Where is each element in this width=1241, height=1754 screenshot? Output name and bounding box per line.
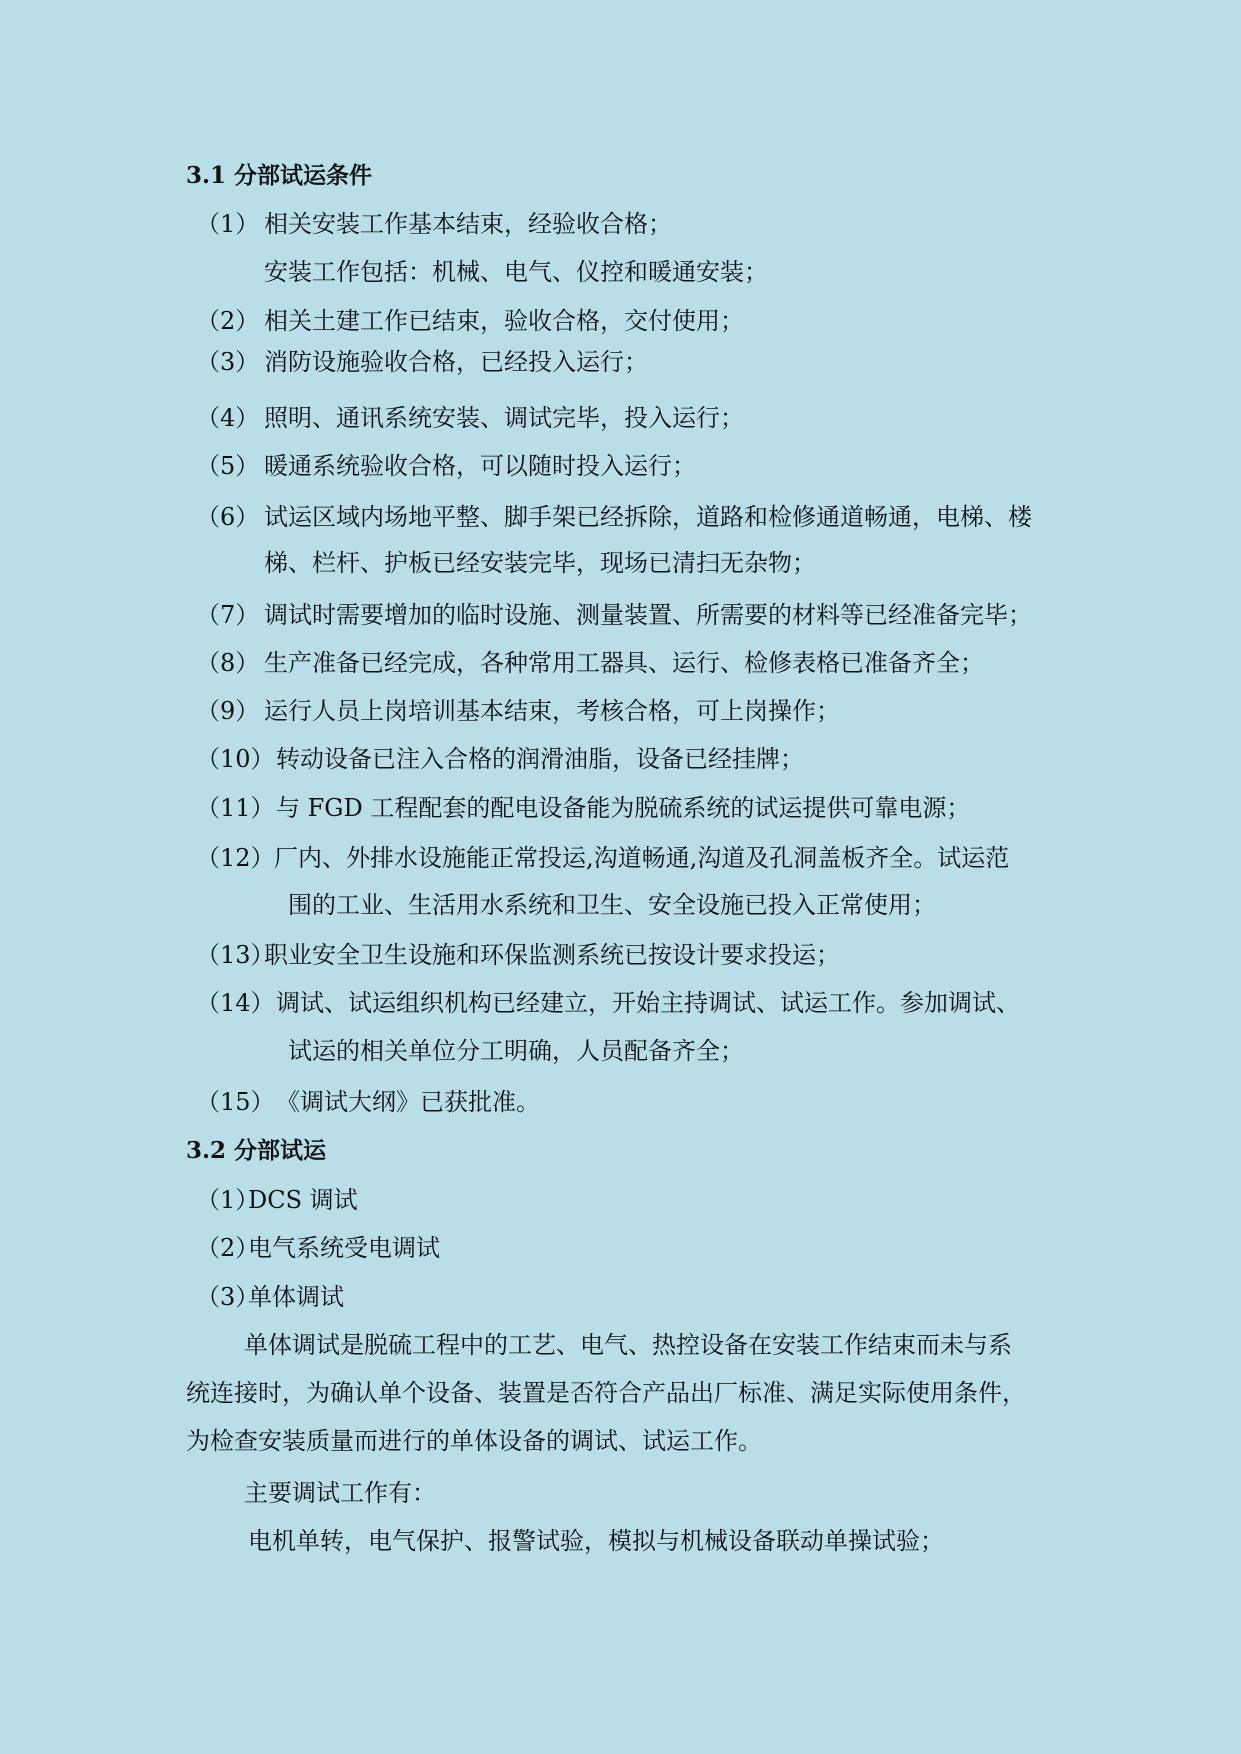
item-text: 调试时需要增加的临时设施、测量装置、所需要的材料等已经准备完毕； bbox=[264, 601, 1032, 629]
list-item bbox=[196, 940, 840, 970]
item-number: （15） bbox=[196, 1088, 275, 1116]
list-item bbox=[196, 403, 744, 433]
list-item bbox=[196, 988, 1020, 1018]
item-number: （1） bbox=[196, 210, 260, 238]
item-text: 消防设施验收合格，已经投入运行； bbox=[264, 348, 648, 376]
list-item bbox=[196, 347, 648, 377]
list-item bbox=[196, 1233, 440, 1263]
list-item-continuation: 安装工作包括：机械、电气、仪控和暖通安装； bbox=[264, 258, 768, 286]
item-number: （9） bbox=[196, 697, 260, 725]
list-item bbox=[196, 843, 1009, 873]
item-text: 暖通系统验收合格，可以随时投入运行； bbox=[264, 452, 696, 480]
main-work-text: 电机单转，电气保护、报警试验，模拟与机械设备联动单操试验； bbox=[248, 1527, 944, 1555]
item-text: DCS 调试 bbox=[248, 1186, 358, 1214]
item-number: （3） bbox=[196, 1283, 260, 1311]
item-number: （2） bbox=[196, 307, 260, 335]
list-item-continuation: 梯、栏杆、护板已经安装完毕，现场已清扫无杂物； bbox=[264, 549, 816, 577]
section-heading-3-1: 3.1 分部试运条件 bbox=[186, 162, 373, 189]
list-item bbox=[196, 1185, 358, 1215]
item-number: （8） bbox=[196, 649, 260, 677]
item-text: 单体调试 bbox=[248, 1283, 344, 1311]
list-item bbox=[196, 502, 1032, 532]
item-number: （14） bbox=[196, 989, 275, 1017]
item-text: 《调试大纲》已获批准。 bbox=[276, 1088, 540, 1116]
list-item bbox=[196, 306, 744, 336]
item-text: 运行人员上岗培训基本结束，考核合格，可上岗操作； bbox=[264, 697, 840, 725]
list-item bbox=[196, 600, 1032, 630]
item-text: 与 FGD 工程配套的配电设备能为脱硫系统的试运提供可靠电源； bbox=[276, 794, 971, 822]
item-text: 相关土建工作已结束，验收合格，交付使用； bbox=[264, 307, 744, 335]
item-text: 生产准备已经完成，各种常用工器具、运行、检修表格已准备齐全； bbox=[264, 649, 984, 677]
list-item bbox=[196, 451, 696, 481]
item-number: （10） bbox=[196, 745, 275, 773]
paragraph-line: 统连接时，为确认单个设备、装置是否符合产品出厂标准、满足实际使用条件， bbox=[186, 1379, 1026, 1407]
item-number: （7） bbox=[196, 601, 260, 629]
item-text: 厂内、外排水设施能正常投运,沟道畅通,沟道及孔洞盖板齐全。试运范 bbox=[274, 844, 1010, 872]
item-number: （11） bbox=[196, 794, 275, 822]
item-text: 调试、试运组织机构已经建立，开始主持调试、试运工作。参加调试、 bbox=[276, 989, 1020, 1017]
list-item bbox=[196, 696, 840, 726]
list-item bbox=[196, 648, 984, 678]
list-item bbox=[196, 209, 672, 239]
item-text: 照明、通讯系统安装、调试完毕，投入运行； bbox=[264, 404, 744, 432]
item-number: （5） bbox=[196, 452, 260, 480]
item-number: （3） bbox=[196, 348, 260, 376]
main-work-label: 主要调试工作有： bbox=[244, 1479, 436, 1507]
section-heading-3-2: 3.2 分部试运 bbox=[186, 1137, 327, 1164]
item-text: 相关安装工作基本结束，经验收合格； bbox=[264, 210, 672, 238]
item-number: （6） bbox=[196, 503, 260, 531]
paragraph-line: 为检查安装质量而进行的单体设备的调试、试运工作。 bbox=[186, 1427, 762, 1455]
item-number: （12） bbox=[196, 844, 275, 872]
list-item bbox=[196, 1282, 344, 1312]
paragraph-line: 单体调试是脱硫工程中的工艺、电气、热控设备在安装工作结束而未与系 bbox=[244, 1331, 1012, 1359]
item-text: 试运区域内场地平整、脚手架已经拆除，道路和检修通道畅通，电梯、楼 bbox=[264, 503, 1032, 531]
list-item-continuation: 围的工业、生活用水系统和卫生、安全设施已投入正常使用； bbox=[288, 891, 936, 919]
item-number: （2） bbox=[196, 1234, 260, 1262]
item-text: 转动设备已注入合格的润滑油脂，设备已经挂牌； bbox=[276, 745, 804, 773]
item-text: 电气系统受电调试 bbox=[248, 1234, 440, 1262]
item-number: （4） bbox=[196, 404, 260, 432]
item-number: （13） bbox=[196, 941, 275, 969]
list-item-continuation: 试运的相关单位分工明确，人员配备齐全； bbox=[288, 1037, 744, 1065]
item-text: 职业安全卫生设施和环保监测系统已按设计要求投运； bbox=[264, 941, 840, 969]
list-item bbox=[196, 1087, 540, 1117]
list-item bbox=[196, 793, 970, 823]
list-item bbox=[196, 744, 804, 774]
item-number: （1） bbox=[196, 1186, 260, 1214]
